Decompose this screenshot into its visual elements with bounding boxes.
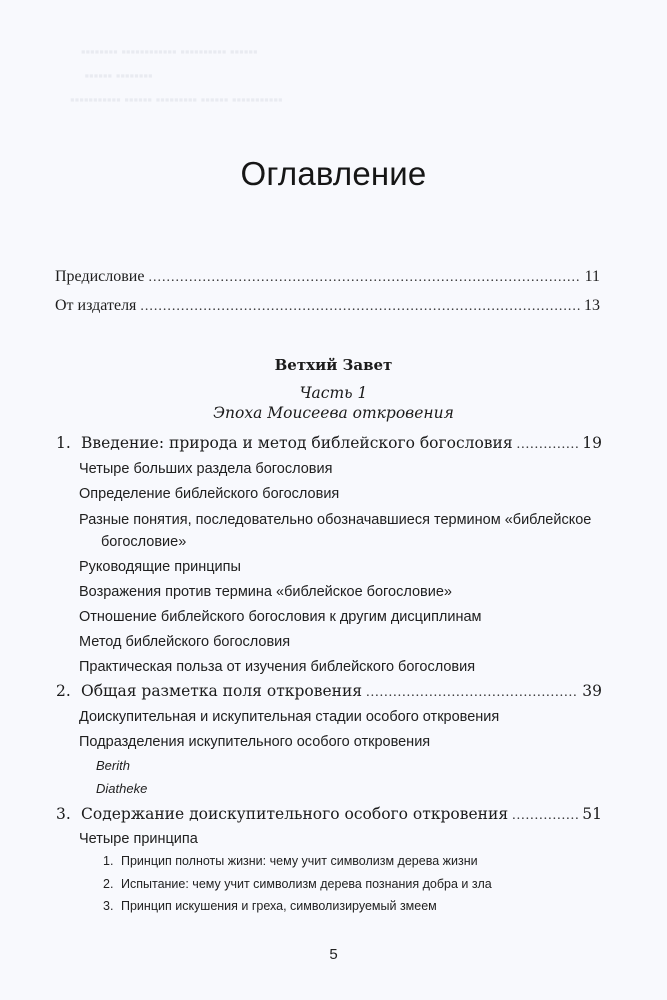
toc-page-number: 13 (584, 297, 600, 314)
bleed-through-text: ▪▪▪▪▪▪▪▪ ▪▪▪▪▪▪▪▪▪▪▪▪ ▪▪▪▪▪▪▪▪▪▪ ▪▪▪▪▪▪ ▪▪▪▪▪▪ ▪▪▪▪▪▪▪▪ ▪▪▪▪▪▪▪▪▪▪▪ ▪▪▪▪▪▪ ▪▪▪▪▪▪▪▪▪ ▪▪▪▪▪▪ ▪▪▪▪▪▪▪▪▪▪▪ (70, 44, 283, 107)
toc-chapter-2[interactable] (56, 682, 602, 701)
item-label: Принцип полноты жизни: чему учит символизм дерева жизни (121, 854, 478, 868)
toc-entry-publisher-note[interactable] (55, 297, 600, 315)
dot-leader (140, 299, 580, 315)
toc-section-label: Разные понятия, последовательно обозначавшиеся термином «библейское (79, 512, 592, 528)
chapter-number: 2. (56, 682, 71, 700)
toc-entry-label: Предисловие (55, 268, 145, 285)
toc-section[interactable]: Подразделения искупительного особого откровения (79, 734, 431, 750)
toc-page-number: 19 (582, 434, 602, 452)
item-number: 2. (103, 877, 114, 891)
testament-heading: Ветхий Завет (274, 356, 393, 374)
chapter-number: 3. (56, 805, 71, 823)
item-label: Принцип искушения и греха, символизируемый змеем (121, 899, 437, 913)
toc-section[interactable]: Отношение библейского богословия к другим дисциплинам (79, 609, 482, 625)
toc-section[interactable]: Определение библейского богословия (79, 486, 340, 502)
dot-leader (148, 270, 580, 286)
toc-numbered-item[interactable] (103, 899, 437, 913)
part-label: Часть 1 (299, 384, 368, 402)
page-number: 5 (329, 946, 338, 963)
item-number: 3. (103, 899, 114, 913)
toc-section-continuation: богословие» (101, 534, 187, 550)
toc-page-number: 51 (582, 805, 602, 823)
chapter-number: 1. (56, 434, 71, 452)
item-label: Испытание: чему учит символизм дерева познания добра и зла (121, 877, 492, 891)
toc-subsection[interactable]: Diatheke (96, 781, 148, 796)
dot-leader (517, 437, 579, 453)
toc-section[interactable]: Руководящие принципы (79, 559, 241, 575)
toc-page-number: 11 (584, 268, 600, 285)
toc-section[interactable] (79, 509, 599, 553)
toc-chapter-3[interactable] (56, 805, 602, 824)
dot-leader (512, 808, 578, 824)
chapter-title: Общая разметка поля откровения (81, 682, 363, 700)
page-title: Оглавление (240, 155, 427, 193)
part-title: Эпоха Моисеева откровения (213, 404, 454, 422)
toc-entry-label: От издателя (55, 297, 137, 314)
toc-section[interactable]: Возражения против термина «библейское богословие» (79, 584, 452, 600)
toc-page-number: 39 (582, 682, 602, 700)
toc-section[interactable]: Доискупительная и искупительная стадии особого откровения (79, 709, 500, 725)
toc-chapter-1[interactable] (56, 434, 602, 453)
toc-numbered-item[interactable] (103, 854, 478, 868)
toc-section[interactable]: Четыре больших раздела богословия (79, 461, 333, 477)
dot-leader (366, 685, 578, 701)
item-number: 1. (103, 854, 114, 868)
toc-entry-preface[interactable] (55, 268, 600, 286)
chapter-title: Содержание доискупительного особого откровения (81, 805, 509, 823)
toc-numbered-item[interactable] (103, 877, 492, 891)
toc-section[interactable]: Практическая польза от изучения библейского богословия (79, 659, 476, 675)
toc-section[interactable]: Метод библейского богословия (79, 634, 291, 650)
chapter-title: Введение: природа и метод библейского богословия (81, 434, 513, 452)
toc-section[interactable]: Четыре принципа (79, 831, 198, 847)
toc-subsection[interactable]: Berith (96, 758, 130, 773)
